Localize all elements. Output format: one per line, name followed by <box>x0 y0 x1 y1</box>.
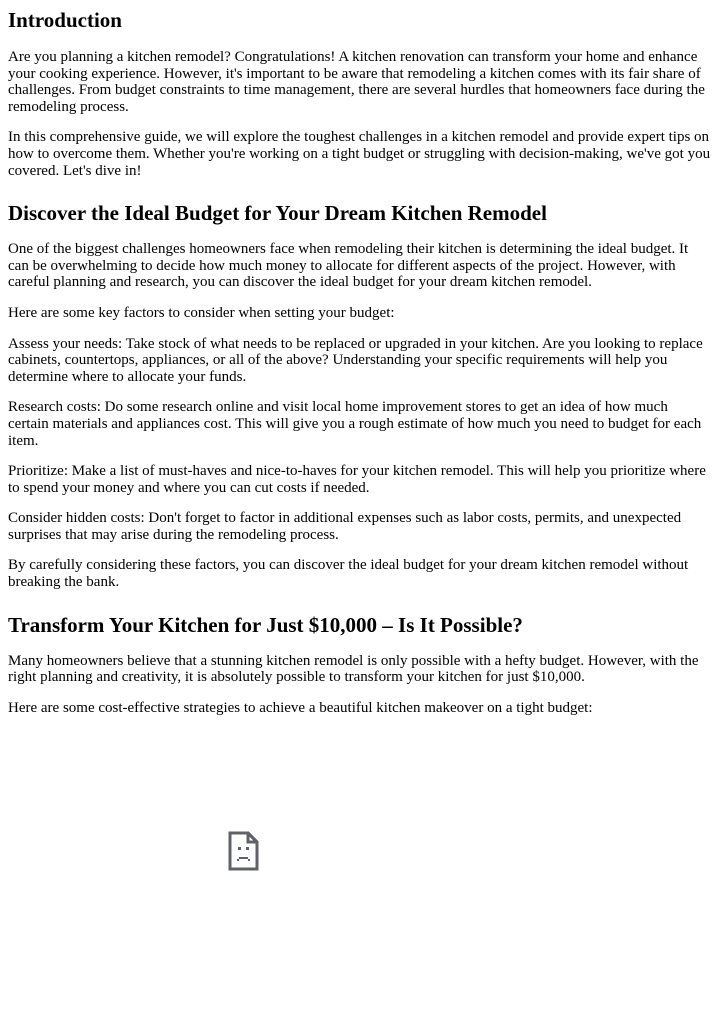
budget-conclusion: By carefully considering these factors, you can discover the ideal budget for your dream kitchen remodel without breaking the bank. <box>8 557 689 591</box>
budget-factor-hidden-costs: Consider hidden costs: Don't forget to factor in additional expenses such as labor costs, permits, and unexpected surprises that may arise during the remodeling process. <box>8 510 682 543</box>
budget-factor-prioritize: Prioritize: Make a list of must-haves and nice-to-haves for your kitchen remodel. This will help you prioritize where to spend your money and where you can cut costs if needed. <box>8 463 706 496</box>
intro-paragraph: In this comprehensive guide, we will explore the toughest challenges in a kitchen remodel and provide expert tips on how to overcome them. Whether you're working on a tight budget or struggling with decision-making, we've got you covered. Let's dive in! <box>8 129 711 179</box>
budget-heading: Discover the Ideal Budget for Your Dream Kitchen Remodel <box>8 201 547 226</box>
intro-paragraph: Are you planning a kitchen remodel? Congratulations! A kitchen renovation can transform your home and enhance your cooking experience. However, it's important to be aware that remodeling a kitchen comes with its fair share of challenges. From budget constraints to time management, there are several hurdles that homeowners face during the remodeling process. <box>8 49 705 115</box>
broken-image-icon <box>228 831 259 871</box>
budget-paragraph: One of the biggest challenges homeowners face when remodeling their kitchen is determining the ideal budget. It can be overwhelming to decide how much money to allocate for different aspects of the project. However, with careful planning and research, you can discover the ideal budget for your dream kitchen remodel. <box>8 241 689 291</box>
budget-factor-assess: Assess your needs: Take stock of what needs to be replaced or upgraded in your kitchen. Are you looking to replace cabinets, countertops, appliances, or all of the above? Understanding your specific requirements will help you determine where to allocate your funds. <box>8 335 703 385</box>
intro-heading: Introduction <box>8 8 122 32</box>
transform-paragraph: Many homeowners believe that a stunning kitchen remodel is only possible with a hefty budget. However, with the right planning and creativity, it is absolutely possible to transform your kitchen for just $10,000. <box>8 652 699 686</box>
transform-paragraph: Here are some cost-effective strategies to achieve a beautiful kitchen makeover on a tight budget: <box>8 699 593 716</box>
budget-factor-research: Research costs: Do some research online and visit local home improvement stores to get an idea of how much certain materials and appliances cost. This will give you a rough estimate of how much you need to budget for each item. <box>8 399 702 449</box>
transform-heading: Transform Your Kitchen for Just $10,000 – Is It Possible? <box>8 612 523 637</box>
budget-paragraph: Here are some key factors to consider when setting your budget: <box>8 304 395 321</box>
